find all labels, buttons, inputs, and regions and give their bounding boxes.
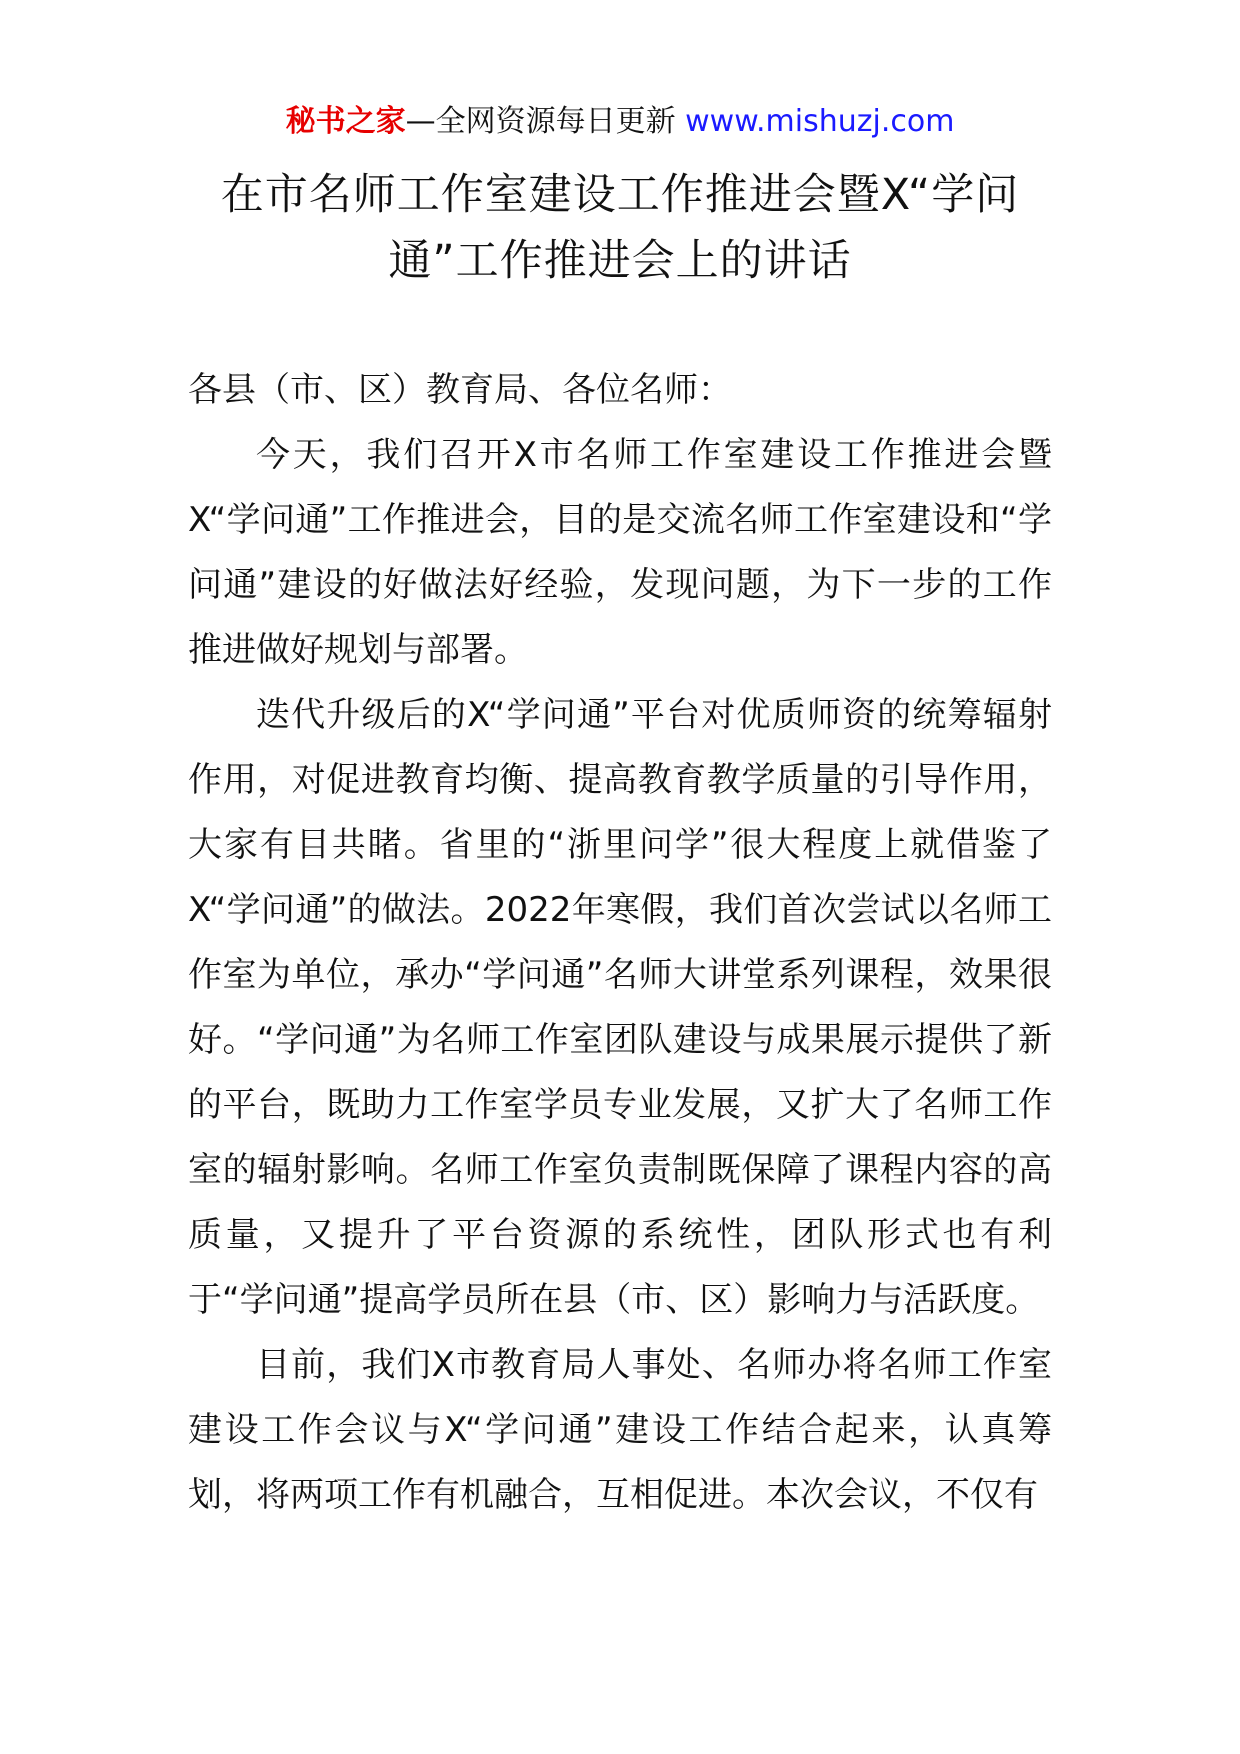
brand-name: 秘书之家 xyxy=(285,104,406,139)
salutation: 各县（市、区）教育局、各位名师： xyxy=(188,370,732,410)
paragraph-2: 迭代升级后的X“学问通”平台对优质师资的统筹辐射作用，对促进教育均衡、提高教育教学质量的引导作用，大家有目共睹。省里的“浙里问学”很大程度上就借鉴了X“学问通”的做法。2022年寒假，我们首次尝试以名师工作室为单位，承办“学问通”名师大讲堂系列课程，效果很好。“学问通”为名师工作室团队建设与成果展示提供了新的平台，既助力工作室学员专业发展，又扩大了名师工作室的辐射影响。名师工作室负责制既保障了课程内容的高质量，又提升了平台资源的系统性，团队形式也有利于“学问通”提高学员所在县（市、区）影响力与活跃度。 xyxy=(188,695,1052,1320)
site-link[interactable]: www.mishuzj.com xyxy=(685,104,955,139)
document-body xyxy=(188,358,1052,1528)
paragraph-3: 目前，我们X市教育局人事处、名师办将名师工作室建设工作会议与X“学问通”建设工作结合起来，认真筹划，将两项工作有机融合，互相促进。本次会议，不仅有 xyxy=(188,1345,1052,1515)
document-title: 在市名师工作室建设工作推进会暨X“学问通”工作推进会上的讲话 xyxy=(220,170,1020,286)
paragraph-1: 今天，我们召开X市名师工作室建设工作推进会暨X“学问通”工作推进会，目的是交流名师工作室建设和“学问通”建设的好做法好经验，发现问题，为下一步的工作推进做好规划与部署。 xyxy=(188,435,1052,670)
header-tagline: —全网资源每日更新 xyxy=(405,104,686,139)
site-header xyxy=(0,102,1240,142)
